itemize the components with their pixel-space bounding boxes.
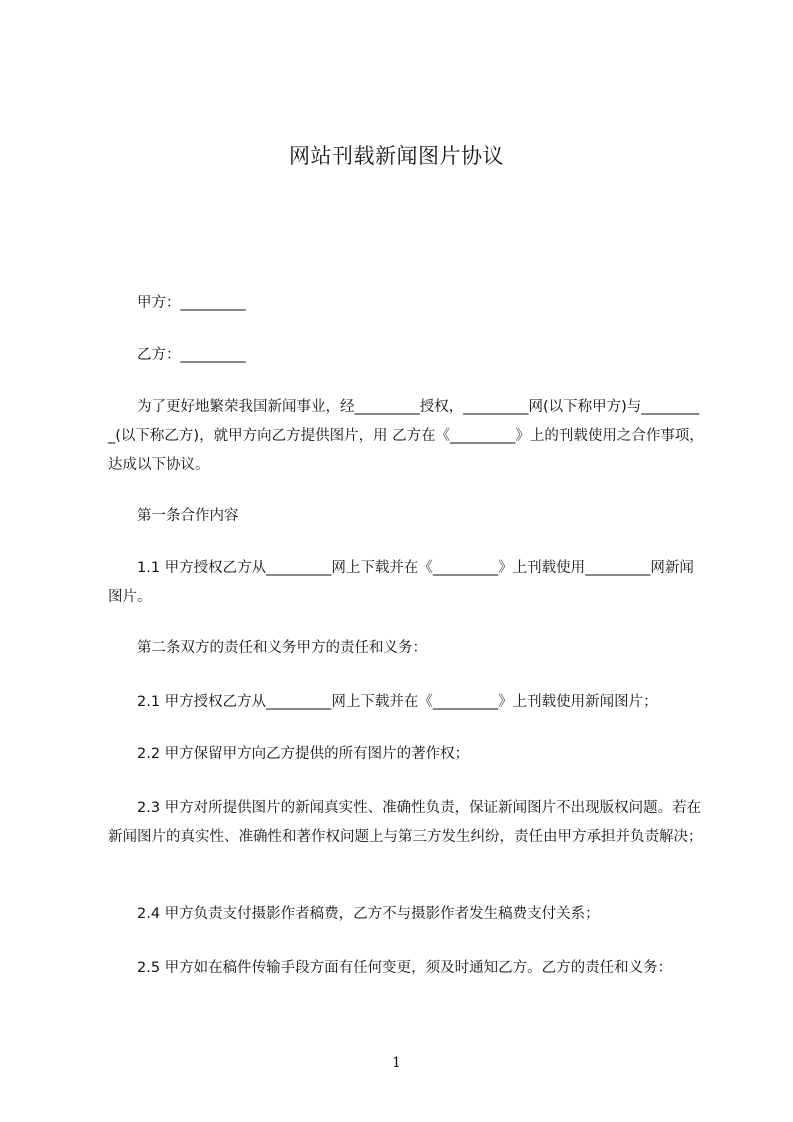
party-b-line: 乙方：_________ <box>137 347 246 363</box>
clause-1-1: 1.1 甲方授权乙方从_________网上下载并在《_________》上刊载使用_________网新闻图片。 <box>108 560 694 605</box>
document-title: 网站刊载新闻图片协议 <box>289 144 504 168</box>
clause-2-1: 2.1 甲方授权乙方从_________网上下载并在《_________》上刊载使用新闻图片； <box>137 694 658 710</box>
clause-2-2: 2.2 甲方保留甲方向乙方提供的所有图片的著作权； <box>137 746 470 762</box>
clause-2-3: 2.3 甲方对所提供图片的新闻真实性、准确性负责，保证新闻图片不出现版权问题。若在新闻图片的真实性、准确性和著作权问题上与第三方发生纠纷，责任由甲方承担并负责解决； <box>108 800 703 845</box>
article-2-heading: 第二条双方的责任和义务甲方的责任和义务： <box>137 640 427 656</box>
intro-paragraph: 为了更好地繁荣我国新闻事业，经_________授权，_________网(以下称甲方)与_________(以下称乙方)，就甲方向乙方提供图片，用 乙方在《_________》上的刊载使用之合作事项，达成以下协议。 <box>108 399 704 473</box>
clause-2-5: 2.5 甲方如在稿件传输手段方面有任何变更，须及时通知乙方。乙方的责任和义务： <box>137 960 673 976</box>
party-a-line: 甲方：_________ <box>137 295 246 311</box>
article-1-heading: 第一条合作内容 <box>137 508 239 524</box>
page-number: 1 <box>392 1055 401 1071</box>
clause-2-4: 2.4 甲方负责支付摄影作者稿费，乙方不与摄影作者发生稿费支付关系； <box>137 906 600 922</box>
